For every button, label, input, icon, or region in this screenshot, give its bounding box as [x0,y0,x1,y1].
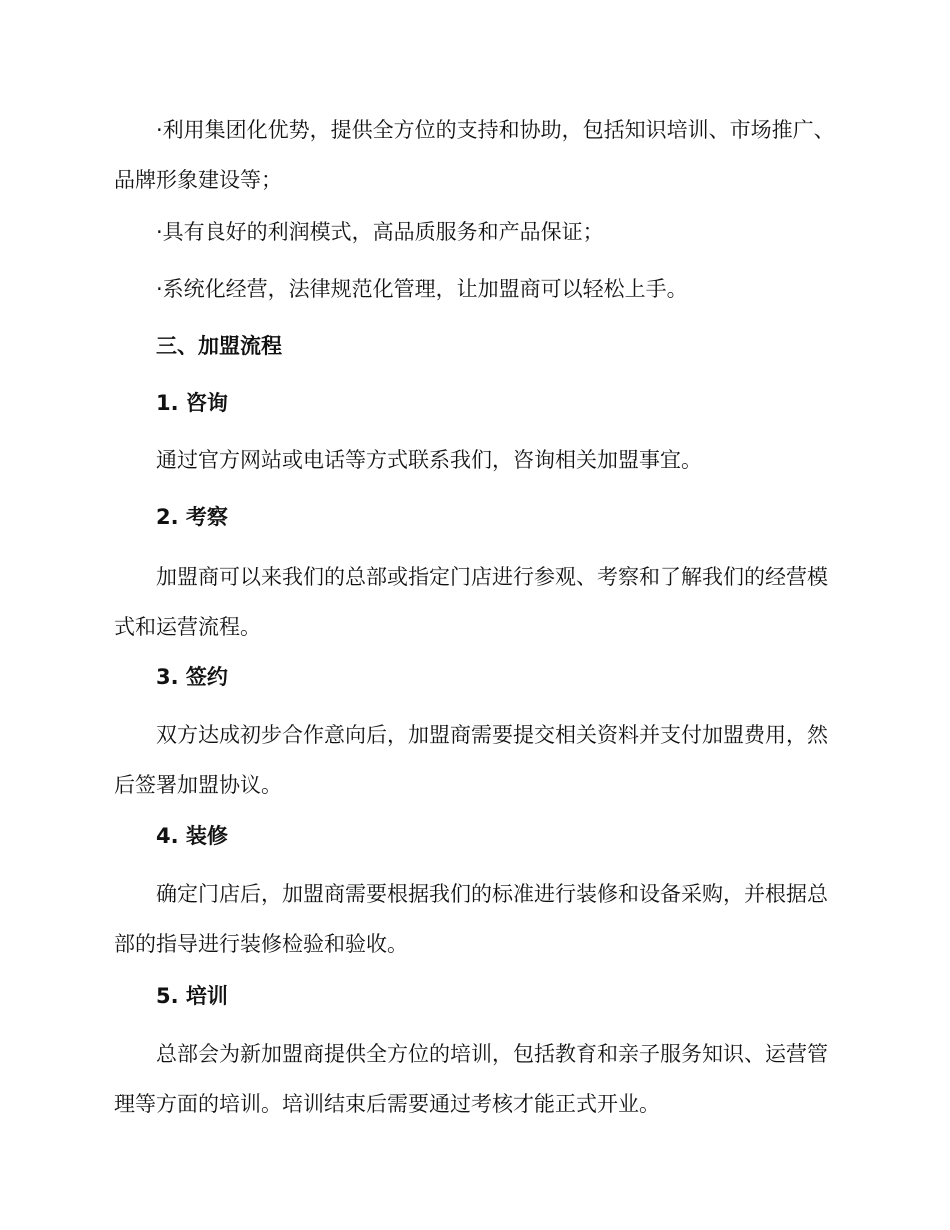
bullet-paragraph: ·具有良好的利润模式，高品质服务和产品保证； [156,220,604,244]
step-paragraph: 加盟商可以来我们的总部或指定门店进行参观、考察和了解我们的经营模式和运营流程。 [114,565,828,639]
step-paragraph: 总部会为新加盟商提供全方位的培训，包括教育和亲子服务知识、运营管理等方面的培训。培训结束后需要通过考核才能正式开业。 [114,1042,828,1116]
step-paragraph: 确定门店后，加盟商需要根据我们的标准进行装修和设备采购，并根据总部的指导进行装修检验和验收。 [114,882,828,956]
step-heading: 1. 咨询 [156,391,228,415]
section-heading: 三、加盟流程 [156,334,282,358]
step-paragraph: 通过官方网站或电话等方式联系我们，咨询相关加盟事宜。 [156,448,702,472]
step-heading: 5. 培训 [156,984,228,1008]
step-heading: 3. 签约 [156,665,228,689]
step-paragraph: 双方达成初步合作意向后，加盟商需要提交相关资料并支付加盟费用，然后签署加盟协议。 [114,723,828,797]
bullet-paragraph: ·利用集团化优势，提供全方位的支持和协助，包括知识培训、市场推广、品牌形象建设等； [114,118,835,192]
step-heading: 4. 装修 [156,824,228,848]
bullet-paragraph: ·系统化经营，法律规范化管理，让加盟商可以轻松上手。 [156,277,688,301]
step-heading: 2. 考察 [156,505,228,529]
